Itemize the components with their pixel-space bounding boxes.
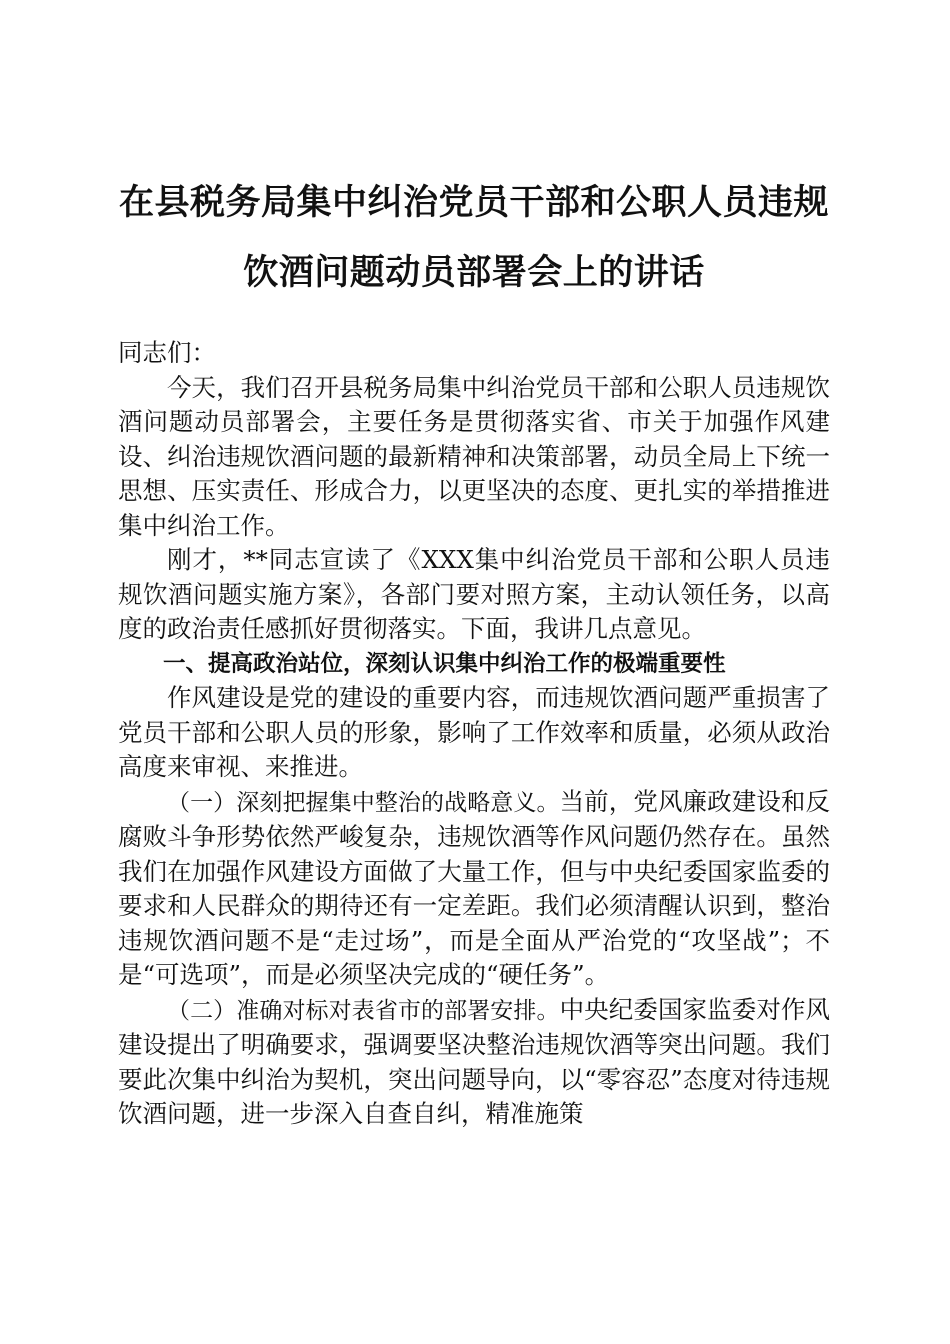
subsection-2-text: 中央纪委国家监委对作风建设提出了明确要求，强调要坚决整治违规饮酒等突出问题。我们要此次集中纠治为契机，突出问题导向，以“零容忍”态度对待违规饮酒问题，进一步深入自查自纠，精准施策 [118, 994, 831, 1128]
document-title [118, 168, 830, 308]
document-body [118, 336, 830, 1132]
title-line-1: 在县税务局集中纠治党员干部和公职人员违规 [118, 183, 829, 223]
intro-paragraph: 今天，我们召开县税务局集中纠治党员干部和公职人员违规饮酒问题动员部署会，主要任务是贯彻落实省、市关于加强作风建设、纠治违规饮酒问题的最新精神和决策部署，动员全局上下统一思想、压实责任、形成合力，以更坚决的态度、更扎实的举措推进集中纠治工作。 [118, 372, 830, 540]
salutation: 同志们： [118, 338, 216, 367]
document-page [118, 168, 830, 1132]
title-line-2: 饮酒问题动员部署会上的讲话 [243, 253, 705, 293]
subsection-2-lead: （二）准确对标对表省市的部署安排。 [167, 997, 560, 1024]
subsection-1-lead: （一）深刻把握集中整治的战略意义。 [167, 789, 560, 816]
subsection-1-text: 当前，党风廉政建设和反腐败斗争形势依然严峻复杂，违规饮酒等作风问题仍然存在。虽然我们在加强作风建设方面做了大量工作，但与中央纪委国家监委的要求和人民群众的期待还有一定差距。我们必须清醒认识到，整治违规饮酒问题不是“走过场”，而是全面从严治党的“攻坚战”；不是“可选项”，而是必须坚决完成的“硬任务”。 [118, 786, 831, 989]
second-paragraph: 刚才，**同志宣读了《XXX集中纠治党员干部和公职人员违规饮酒问题实施方案》，各部门要对照方案，主动认领任务，以高度的政治责任感抓好贯彻落实。下面，我讲几点意见。 [118, 545, 830, 643]
subsection-1-paragraph [118, 785, 830, 993]
section-1-intro: 作风建设是党的建设的重要内容，而违规饮酒问题严重损害了党员干部和公职人员的形象，影响了工作效率和质量，必须从政治高度来审视、来推进。 [118, 683, 830, 781]
subsection-2-paragraph [118, 993, 830, 1132]
section-1-heading: 一、提高政治站位，深刻认识集中纠治工作的极端重要性 [163, 650, 726, 677]
